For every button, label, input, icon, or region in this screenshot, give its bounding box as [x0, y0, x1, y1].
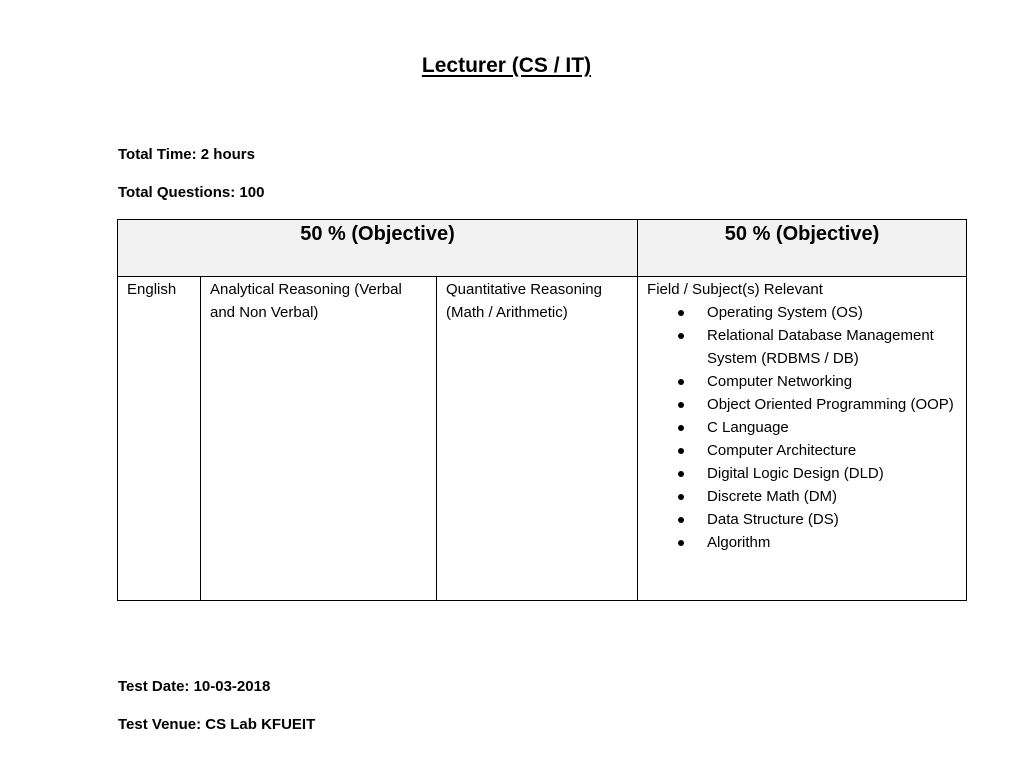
topic-item — [647, 416, 957, 439]
cell-quantitative-reasoning: Quantitative Reasoning (Math / Arithmetic) — [437, 277, 638, 601]
topic-item — [647, 485, 957, 508]
topic-item — [647, 439, 957, 462]
topic-item — [647, 462, 957, 485]
bullet-icon — [678, 540, 684, 546]
bullet-icon — [678, 517, 684, 523]
total-questions: Total Questions: 100 — [118, 184, 265, 201]
syllabus-table — [117, 219, 967, 601]
bullet-icon — [678, 402, 684, 408]
bullet-icon — [678, 448, 684, 454]
table-row — [118, 277, 967, 601]
topic-item — [647, 508, 957, 531]
topic-label: Object Oriented Programming (OOP) — [707, 396, 954, 413]
topic-label: Algorithm — [707, 534, 771, 551]
topic-item — [647, 324, 957, 370]
bullet-icon — [678, 379, 684, 385]
test-date: Test Date: 10-03-2018 — [118, 678, 271, 695]
topic-list — [647, 301, 957, 554]
topic-item — [647, 531, 957, 554]
topic-label: Computer Networking — [707, 373, 853, 390]
bullet-icon — [678, 494, 684, 500]
field-subjects-heading: Field / Subject(s) Relevant — [647, 281, 823, 298]
total-time: Total Time: 2 hours — [118, 146, 255, 163]
test-venue: Test Venue: CS Lab KFUEIT — [118, 716, 316, 733]
header-objective-subject: 50 % (Objective) — [638, 220, 967, 277]
cell-english: English — [118, 277, 201, 601]
page-title: Lecturer (CS / IT) — [421, 54, 592, 77]
bullet-icon — [678, 471, 684, 477]
cell-analytical-reasoning: Analytical Reasoning (Verbal and Non Verbal) — [201, 277, 437, 601]
topic-label: Data Structure (DS) — [707, 511, 839, 528]
cell-field-subjects — [638, 277, 967, 601]
topic-label: Digital Logic Design (DLD) — [707, 465, 884, 482]
table-header-row — [118, 220, 967, 277]
topic-label: C Language — [707, 419, 789, 436]
header-objective-general: 50 % (Objective) — [118, 220, 638, 277]
topic-label: Computer Architecture — [707, 442, 857, 459]
topic-label: Relational Database Management System (RDBMS / DB) — [707, 327, 934, 367]
bullet-icon — [678, 310, 684, 316]
topic-item — [647, 370, 957, 393]
bullet-icon — [678, 333, 684, 339]
topic-label: Discrete Math (DM) — [707, 488, 838, 505]
topic-item — [647, 301, 957, 324]
topic-label: Operating System (OS) — [707, 304, 863, 321]
bullet-icon — [678, 425, 684, 431]
topic-item — [647, 393, 957, 416]
